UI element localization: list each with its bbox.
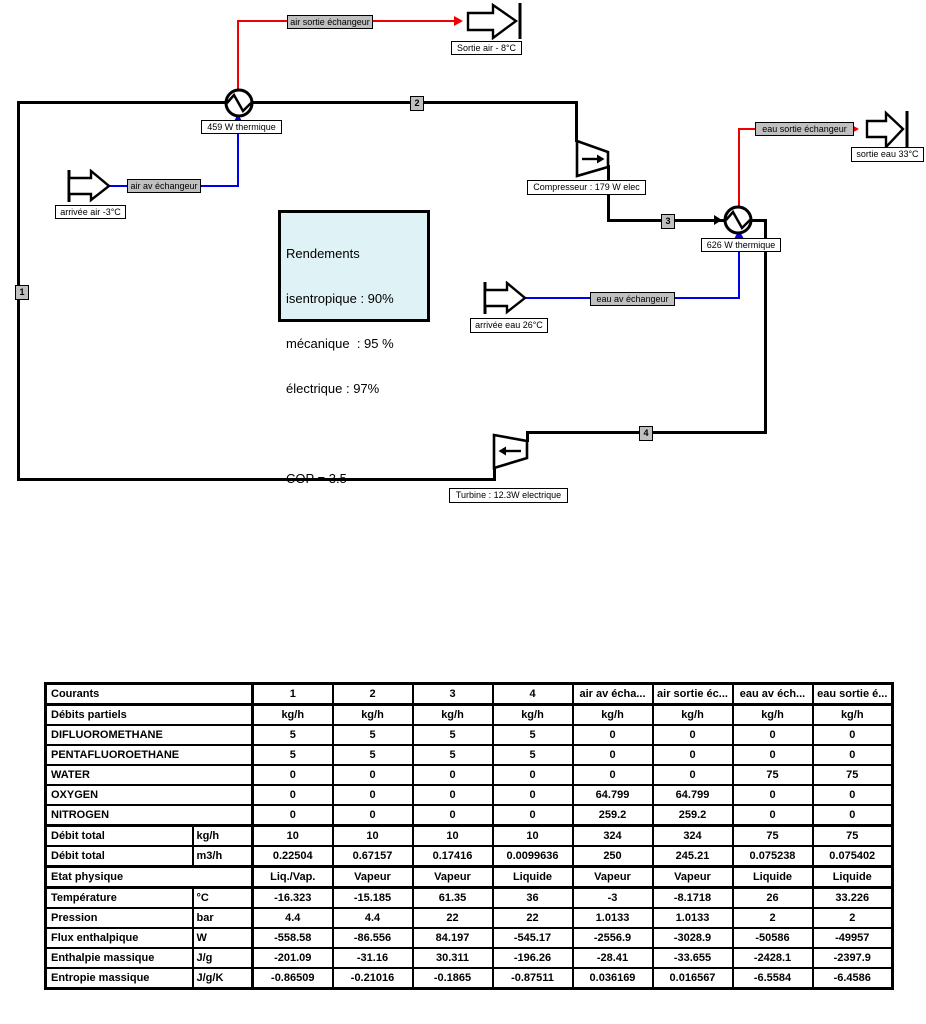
table-row xyxy=(46,765,893,785)
flow-arrowhead xyxy=(714,215,722,225)
table-cell: 259.2 xyxy=(653,805,733,826)
table-row xyxy=(46,867,893,888)
table-cell: 0.0099636 xyxy=(493,846,573,867)
table-cell: -6.4586 xyxy=(813,968,893,989)
stream-table xyxy=(44,682,894,990)
table-cell: 0 xyxy=(813,785,893,805)
table-row xyxy=(46,705,893,726)
stream-label-air-av[interactable]: air av échangeur xyxy=(127,179,201,193)
row-label: Pression xyxy=(46,908,193,928)
table-cell: -3028.9 xyxy=(653,928,733,948)
table-cell: 4.4 xyxy=(253,908,333,928)
eau-inlet-arrow-icon[interactable] xyxy=(482,281,528,315)
table-cell: 0 xyxy=(413,785,493,805)
table-cell: kg/h xyxy=(253,705,333,726)
table-cell: 0 xyxy=(253,805,333,826)
heat-exchanger-2-icon[interactable] xyxy=(722,204,754,236)
table-cell: kg/h xyxy=(733,705,813,726)
table-cell: 0 xyxy=(253,785,333,805)
table-cell: 84.197 xyxy=(413,928,493,948)
stream-tag-3[interactable]: 3 xyxy=(661,214,675,229)
table-cell: 0 xyxy=(733,785,813,805)
row-unit: bar xyxy=(193,908,253,928)
table-cell: 259.2 xyxy=(573,805,653,826)
label-turbine[interactable]: Turbine : 12.3W electrique xyxy=(449,488,568,503)
table-cell: -0.1865 xyxy=(413,968,493,989)
table-cell: 0.22504 xyxy=(253,846,333,867)
table-cell: 0 xyxy=(333,805,413,826)
table-cell: -201.09 xyxy=(253,948,333,968)
table-cell: -28.41 xyxy=(573,948,653,968)
table-cell: 26 xyxy=(733,888,813,909)
stream-tag-2[interactable]: 2 xyxy=(410,96,424,111)
table-cell: 75 xyxy=(813,765,893,785)
table-cell: Vapeur xyxy=(333,867,413,888)
table-row xyxy=(46,928,893,948)
table-cell: 0 xyxy=(573,725,653,745)
table-cell: 0 xyxy=(813,805,893,826)
table-cell: 1.0133 xyxy=(653,908,733,928)
table-cell: -545.17 xyxy=(493,928,573,948)
column-header: air sortie éc... xyxy=(653,684,733,705)
table-cell: 75 xyxy=(733,826,813,847)
table-cell: 10 xyxy=(413,826,493,847)
table-cell: -3 xyxy=(573,888,653,909)
air-outlet-arrow-icon[interactable] xyxy=(464,2,524,42)
label-arrivee-air[interactable]: arrivée air -3°C xyxy=(55,205,126,219)
label-compresseur[interactable]: Compresseur : 179 W elec xyxy=(527,180,646,195)
table-row xyxy=(46,948,893,968)
table-cell: Liquide xyxy=(493,867,573,888)
table-cell: 5 xyxy=(493,725,573,745)
table-cell: 5 xyxy=(333,725,413,745)
eau-outlet-arrow-icon[interactable] xyxy=(864,110,912,150)
table-cell: 0 xyxy=(573,765,653,785)
row-label: WATER xyxy=(46,765,253,785)
stream-label-air-sortie[interactable]: air sortie échangeur xyxy=(287,15,373,29)
table-cell: kg/h xyxy=(333,705,413,726)
column-header: 2 xyxy=(333,684,413,705)
table-row xyxy=(46,888,893,909)
table-cell: 0.67157 xyxy=(333,846,413,867)
table-cell: kg/h xyxy=(813,705,893,726)
column-header: 1 xyxy=(253,684,333,705)
table-cell: 75 xyxy=(733,765,813,785)
table-cell: 5 xyxy=(413,725,493,745)
note-isentropic: isentropique : 90% xyxy=(286,291,394,306)
table-cell: 10 xyxy=(333,826,413,847)
table-cell: Vapeur xyxy=(413,867,493,888)
table-cell: 22 xyxy=(413,908,493,928)
table-cell: 5 xyxy=(413,745,493,765)
table-cell: 10 xyxy=(493,826,573,847)
table-cell: kg/h xyxy=(413,705,493,726)
row-label: Débits partiels xyxy=(46,705,253,726)
row-unit: J/g/K xyxy=(193,968,253,989)
row-label: Température xyxy=(46,888,193,909)
column-header: 3 xyxy=(413,684,493,705)
table-cell: 30.311 xyxy=(413,948,493,968)
table-cell: 0 xyxy=(253,765,333,785)
column-header: air av écha... xyxy=(573,684,653,705)
note-cop: COP = 3.5 xyxy=(286,471,347,486)
table-cell: -0.21016 xyxy=(333,968,413,989)
table-cell: 33.226 xyxy=(813,888,893,909)
table-cell: -86.556 xyxy=(333,928,413,948)
table-cell: kg/h xyxy=(573,705,653,726)
table-cell: 64.799 xyxy=(653,785,733,805)
table-row xyxy=(46,785,893,805)
table-cell: 0 xyxy=(493,805,573,826)
note-spacer xyxy=(286,426,427,441)
table-cell: 22 xyxy=(493,908,573,928)
row-label: Flux enthalpique xyxy=(46,928,193,948)
table-cell: 0 xyxy=(413,805,493,826)
table-cell: 324 xyxy=(653,826,733,847)
table-cell: 2 xyxy=(733,908,813,928)
table-cell: -2428.1 xyxy=(733,948,813,968)
table-cell: 0.075238 xyxy=(733,846,813,867)
table-cell: -2556.9 xyxy=(573,928,653,948)
table-cell: 0 xyxy=(333,765,413,785)
label-sortie-eau[interactable]: sortie eau 33°C xyxy=(851,147,924,162)
table-cell: Liquide xyxy=(813,867,893,888)
stream-label-eau-sortie[interactable]: eau sortie échangeur xyxy=(755,122,854,136)
table-cell: 0 xyxy=(333,785,413,805)
row-label: OXYGEN xyxy=(46,785,253,805)
note-mechanical: mécanique : 95 % xyxy=(286,336,394,351)
stream-line-top xyxy=(17,101,578,104)
table-cell: 0 xyxy=(413,765,493,785)
row-label: PENTAFLUOROETHANE xyxy=(46,745,253,765)
table-cell: 75 xyxy=(813,826,893,847)
table-cell: 64.799 xyxy=(573,785,653,805)
table-row xyxy=(46,908,893,928)
row-unit: m3/h xyxy=(193,846,253,867)
table-cell: 0 xyxy=(573,745,653,765)
table-cell: -2397.9 xyxy=(813,948,893,968)
row-label: Etat physique xyxy=(46,867,253,888)
row-unit: kg/h xyxy=(193,826,253,847)
table-row xyxy=(46,826,893,847)
table-cell: 0.075402 xyxy=(813,846,893,867)
row-label: Débit total xyxy=(46,826,193,847)
table-cell: 0 xyxy=(813,745,893,765)
row-unit: W xyxy=(193,928,253,948)
stream-label-eau-av[interactable]: eau av échangeur xyxy=(590,292,675,306)
label-arrivee-eau[interactable]: arrivée eau 26°C xyxy=(470,318,548,333)
table-row xyxy=(46,846,893,867)
table-cell: 324 xyxy=(573,826,653,847)
table-cell: 0.036169 xyxy=(573,968,653,989)
row-label: Entropie massique xyxy=(46,968,193,989)
compressor-icon[interactable] xyxy=(574,138,612,180)
table-cell: -16.323 xyxy=(253,888,333,909)
table-cell: kg/h xyxy=(493,705,573,726)
row-label: NITROGEN xyxy=(46,805,253,826)
column-header-courants: Courants xyxy=(46,684,253,705)
row-label: DIFLUOROMETHANE xyxy=(46,725,253,745)
table-cell: -6.5584 xyxy=(733,968,813,989)
air-out-line-vertical xyxy=(237,20,239,91)
table-cell: -33.655 xyxy=(653,948,733,968)
table-cell: -31.16 xyxy=(333,948,413,968)
table-cell: -50586 xyxy=(733,928,813,948)
label-hx2-duty[interactable]: 626 W thermique xyxy=(701,238,781,252)
column-header: eau sortie é... xyxy=(813,684,893,705)
table-cell: 0 xyxy=(733,725,813,745)
table-cell: 0.016567 xyxy=(653,968,733,989)
table-cell: 250 xyxy=(573,846,653,867)
table-cell: -49957 xyxy=(813,928,893,948)
heat-exchanger-1-icon[interactable] xyxy=(223,87,255,119)
table-cell: 0.17416 xyxy=(413,846,493,867)
table-cell: 0 xyxy=(653,725,733,745)
table-cell: Vapeur xyxy=(653,867,733,888)
label-hx1-duty[interactable]: 459 W thermique xyxy=(201,120,282,134)
table-row xyxy=(46,725,893,745)
table-cell: -0.87511 xyxy=(493,968,573,989)
column-header: eau av éch... xyxy=(733,684,813,705)
note-title: Rendements xyxy=(286,246,360,261)
table-row xyxy=(46,968,893,989)
table-cell: 5 xyxy=(253,745,333,765)
table-cell: 4.4 xyxy=(333,908,413,928)
table-cell: Vapeur xyxy=(573,867,653,888)
table-cell: Liquide xyxy=(733,867,813,888)
table-row xyxy=(46,805,893,826)
table-cell: -15.185 xyxy=(333,888,413,909)
table-cell: 245.21 xyxy=(653,846,733,867)
table-cell: 2 xyxy=(813,908,893,928)
efficiency-note xyxy=(278,210,430,486)
table-cell: 1.0133 xyxy=(573,908,653,928)
flow-arrowhead xyxy=(454,16,463,26)
table-cell: Liq./Vap. xyxy=(253,867,333,888)
table-cell: 61.35 xyxy=(413,888,493,909)
stream-tag-1[interactable]: 1 xyxy=(15,285,29,300)
table-cell: 0 xyxy=(733,805,813,826)
air-inlet-arrow-icon[interactable] xyxy=(66,169,112,203)
table-cell: 5 xyxy=(493,745,573,765)
table-cell: 0 xyxy=(493,765,573,785)
table-cell: 0 xyxy=(653,745,733,765)
table-cell: 0 xyxy=(733,745,813,765)
table-cell: 0 xyxy=(493,785,573,805)
turbine-icon[interactable] xyxy=(491,432,531,472)
row-unit: °C xyxy=(193,888,253,909)
compressor-inlet-line xyxy=(575,101,578,142)
table-cell: 5 xyxy=(253,725,333,745)
label-sortie-air[interactable]: Sortie air - 8°C xyxy=(451,41,522,55)
row-unit: J/g xyxy=(193,948,253,968)
table-cell: -8.1718 xyxy=(653,888,733,909)
table-cell: 10 xyxy=(253,826,333,847)
eau-out-line-vertical xyxy=(738,128,740,207)
table-cell: -196.26 xyxy=(493,948,573,968)
stream-tag-4[interactable]: 4 xyxy=(639,426,653,441)
table-cell: 36 xyxy=(493,888,573,909)
row-label: Débit total xyxy=(46,846,193,867)
table-cell: 0 xyxy=(653,765,733,785)
table-cell: -0.86509 xyxy=(253,968,333,989)
table-cell: -558.58 xyxy=(253,928,333,948)
table-cell: 0 xyxy=(813,725,893,745)
table-cell: kg/h xyxy=(653,705,733,726)
column-header: 4 xyxy=(493,684,573,705)
table-row xyxy=(46,745,893,765)
note-electrical: électrique : 97% xyxy=(286,381,380,396)
table-header-row xyxy=(46,684,893,705)
row-label: Enthalpie massique xyxy=(46,948,193,968)
table-cell: 5 xyxy=(333,745,413,765)
